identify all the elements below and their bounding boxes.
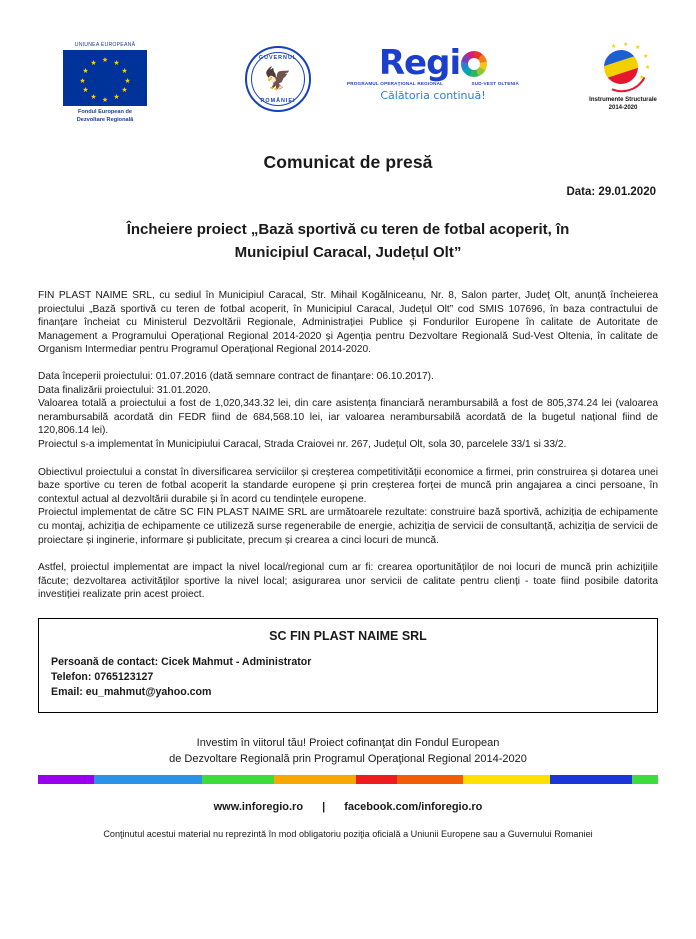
government-seal-text-bottom: ROMÂNIEI [260,98,296,104]
government-seal-text-top: GUVERNUL [258,55,298,61]
structural-instruments-caption [548,96,696,112]
footer-links [38,801,658,813]
regio-wordmark [338,43,528,83]
color-bar-segment-1 [38,775,94,784]
color-bar-segment-5 [356,775,397,784]
regio-color-wheel-icon [461,51,487,77]
color-bar-segment-9 [632,775,658,784]
footer-disclaimer: Conţinutul acestui material nu reprezintă în mod obligatoriu poziţia oficială a Uniunii Europene sau a Guvernului Romaniei [103,828,593,839]
project-results: Proiectul implementat de către SC FIN PLAST NAIME SRL are următoarele rezultate: construire bază sportivă, achiziția de echipamente cu montaj, achiziția de echipamente ce utilizeză surse regenerabile de energie, achiziția de servicii de consultanță, achiziția de servicii de proiectare și inginerie, informare și publicitate, precum și crearea a cinci locuri de muncă. [38,507,658,546]
footer-slogan-line1: Investim în viitorul tău! Proiect cofinanţat din Fondul European [196,736,500,749]
government-seal-icon [245,46,311,112]
regio-subtitle-left: PROGRAMUL OPERAŢIONAL REGIONAL [347,81,444,86]
eu-logo-caption-bottom-line2: Dezvoltare Regională [76,116,134,123]
color-bar-segment-8 [550,775,632,784]
project-title-line2: Municipiul Caracal, Județul Olt” [234,244,462,261]
eu-logo-caption-top: UNIUNEA EUROPEANĂ [74,42,136,48]
footer-color-bar [38,775,658,784]
intro-paragraph [38,289,658,357]
project-title [60,218,636,264]
color-bar-segment-4 [274,775,356,784]
eu-flag-icon: ★ ★ ★ ★ ★ ★ ★ ★ ★ ★ ★ ★ [63,50,147,106]
structural-instruments-caption-line2: 2014-2020 [608,105,638,111]
contact-company-name: SC FIN PLAST NAIME SRL [269,628,427,643]
contact-person: Persoană de contact: Cicek Mahmut - Administrator [51,655,312,668]
regio-subtitle-right: SUD-VEST OLTENIA [471,81,519,86]
eagle-icon: 🦅 [264,66,292,91]
press-release-document [0,38,696,939]
logo-strip [38,38,658,136]
inforegio-facebook-link[interactable]: facebook.com/inforegio.ro [344,800,483,813]
project-impact-block [38,561,658,602]
page-title: Comunicat de presă [263,152,433,172]
project-impact: Astfel, proiectul implementat are impact la nivel local/regional cum ar fi: crearea oportunităților de noi locuri de muncă prin achizițiile făcute; dezvoltarea activităților sportive la nivel local; asigurarea unor servicii de calitate pentru clienți - toate fiind posibile datorita investiției realizate prin acest proiect. [38,562,658,601]
project-facts-block [38,370,658,452]
color-bar-segment-7 [463,775,550,784]
footer-slogan-line2: de Dezvoltare Regională prin Programul Operaţional Regional 2014-2020 [169,752,527,765]
regio-tagline: Călătoria continuă! [380,89,486,102]
eu-logo-caption-bottom [46,109,164,124]
project-objective-block [38,466,658,548]
government-logo [236,46,320,112]
color-bar-segment-2 [94,775,202,784]
document-date: Data: 29.01.2020 [566,186,656,198]
intro-text: FIN PLAST NAIME SRL, cu sediul în Municipiul Caracal, Str. Mihail Kogălniceanu, Nr. 8, Salon parter, Județ Olt, anunță încheierea proiectului „Bază sportivă cu teren de fotbal acoperit, în Municipiul Caracal, Județul Olt” cod SMIS 107696, în baza contractului de finanțare încheiat cu Ministerul Dezvoltării Regionale, Administrației Publice și Fondurilor Europene în calitate de Autoritate de Management a Programului Operațional Regional 2014-2020 și Agenția pentru Dezvoltare Regională Sud-Vest Oltenia, în calitate de Organism Intermediar pentru Programul Operațional Regional 2014-2020. [38,290,658,356]
contact-email: Email: eu_mahmut@yahoo.com [51,685,212,698]
contact-phone: Telefon: 0765123127 [51,670,154,683]
regio-wordmark-text: Regi [378,43,461,83]
regio-logo [338,43,528,102]
project-end-date: Data finalizării proiectului: 31.01.2020. [38,384,211,396]
structural-instruments-caption-line1: Instrumente Structurale [589,97,657,103]
project-objective: Obiectivul proiectului a constat în diversificarea serviciilor și creșterea competitivității economice a firmei, prin construirea și dotarea unei baze sportive cu teren de fotbal acoperit la standarde europene și prin creșterea forței de muncă prin angajarea a cinci persoane, în contextul actual al dezvoltării durabile și în acord cu tendințele europene. [38,466,658,505]
color-bar-segment-3 [202,775,274,784]
color-bar-segment-6 [397,775,464,784]
structural-globe-icon: ★ ★ ★ ★ ★ ★ [592,42,654,94]
project-title-line1: Încheiere proiect „Bază sportivă cu teren de fotbal acoperit, în [126,221,570,238]
project-value: Valoarea totală a proiectului a fost de 1,020,343.32 lei, din care asistența financiară nerambursabilă a fost de 805,374.24 lei (valoarea nerambursabilă acordată din FEDR fiind de 684,568.10 lei, iar valoarea nerambursabilă acordată de la bugetul național fiind de 120,806.14 lei). [38,398,658,437]
project-start-date: Data începerii proiectului: 01.07.2016 (dată semnare contract de finanțare: 06.10.2017). [38,370,434,382]
structural-instruments-logo [548,42,696,112]
inforegio-website-link[interactable]: www.inforegio.ro [213,800,304,813]
eu-logo-caption-bottom-line1: Fondul European de [77,109,133,115]
project-location: Proiectul s-a implementat în Municipiului Caracal, Strada Craiovei nr. 267, Județul Olt, sola 30, parcelele 33/1 si 33/2. [38,438,567,450]
eu-logo [46,42,164,124]
footer-link-separator: | [322,800,326,813]
contact-box [38,618,658,713]
footer-slogan [38,735,658,767]
